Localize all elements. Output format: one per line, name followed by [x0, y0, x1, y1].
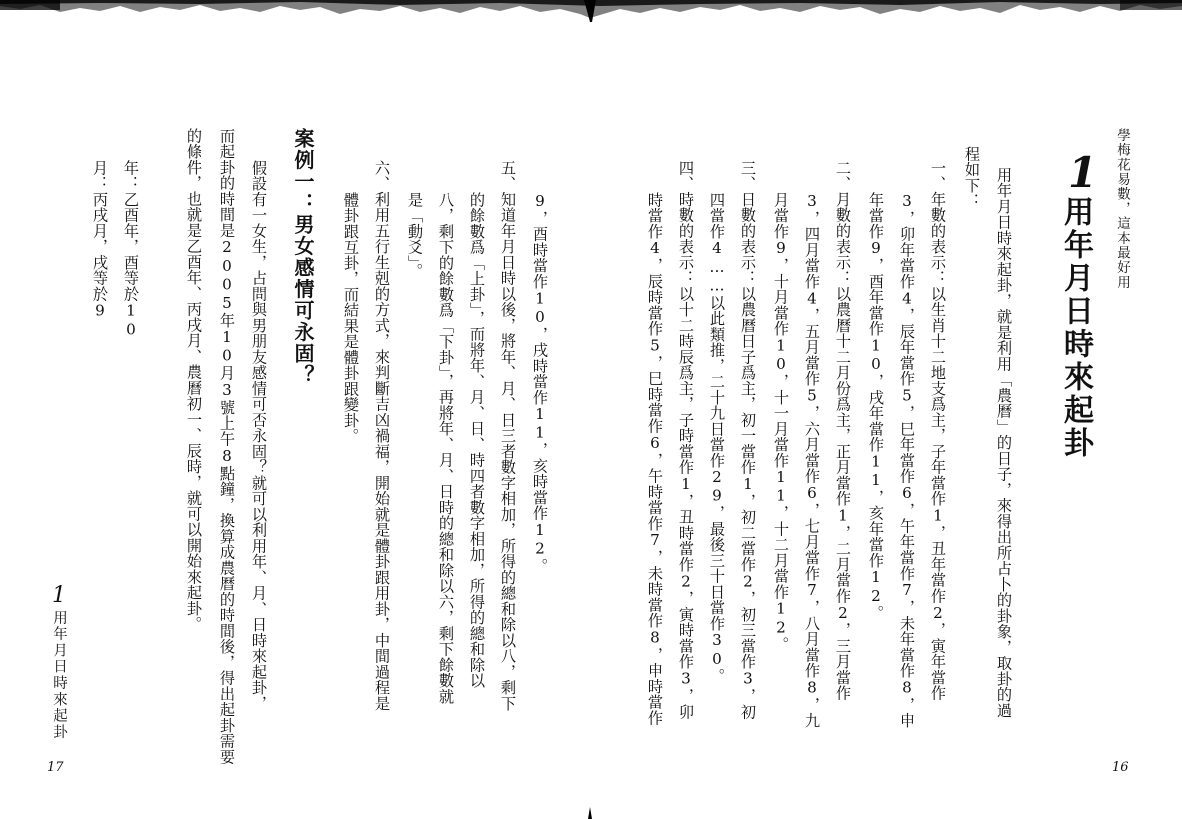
left-page-number: 17: [47, 760, 64, 775]
case-line: 假設有一女生，占問與男朋友感情可否永固？就可以利用年、月、日時來起卦，: [250, 160, 268, 712]
right-page-number: 16: [1112, 760, 1129, 775]
case-heading: 案例一：男女感情可永固？: [291, 128, 315, 386]
body-line: 3，卯年當作4，辰年當作5，巳年當作6，午年當作7，未年當作8，申: [898, 192, 916, 729]
body-line: 五、知道年月日時以後，將年、月、日三者數字相加，所得的總和除以八，剩下: [499, 160, 517, 712]
body-line: 三、日數的表示：以農曆日子爲主，初一當作1，初二當作2，初三當作3，初: [739, 160, 757, 720]
data-line-year: 年：乙酉年，酉等於10: [122, 160, 140, 339]
spine-shadow-bottom: [586, 807, 594, 819]
body-line: 3，四月當作4，五月當作5，六月當作6，七月當作7，八月當作8，九: [803, 192, 821, 729]
spine-shadow-top: [582, 0, 598, 22]
intro-line-2: 程如下：: [963, 146, 981, 209]
body-line: 9，酉時當作10，戌時當作11，亥時當作12。: [531, 192, 549, 574]
data-line-month: 月：丙戌月，戌等於9: [91, 160, 109, 321]
body-line: 月當作9，十月當作10，十一月當作11，十二月當作12。: [772, 192, 790, 653]
chapter-title: 用年月日時來起卦: [1058, 196, 1093, 460]
case-line: 的條件，也就是乙酉年、丙戌月、農曆初一、辰時，就可以開始來起卦。: [185, 128, 203, 632]
side-chapter-label: 用年月日時來起卦: [51, 610, 67, 741]
body-line: 二、月數的表示：以農曆十二月份爲主，正月當作1，二月當作2，三月當作: [834, 160, 852, 702]
running-head: 學梅花易數，這本最好用: [1114, 128, 1130, 290]
chapter-number: 1: [1068, 148, 1098, 197]
body-line: 四當作4……以此類推，二十九日當作29，最後三十日當作30。: [708, 192, 726, 685]
body-line: 時當作4，辰時當作5，巳時當作6，午時當作7，未時當作8，申時當作: [646, 192, 664, 726]
body-line: 四、時數的表示：以十二時辰爲主，子時當作1，丑時當作2，寅時當作3，卯: [677, 160, 695, 720]
body-line: 體卦跟互卦，而結果是體卦跟變卦。: [342, 192, 360, 444]
body-line: 八，剩下的餘數爲「下卦」，再將年、月、日時的總和除以六，剩下餘數就: [437, 192, 455, 705]
intro-line-1: 用年月日時來起卦，就是利用「農曆」的日子，來得出所占卜的卦象，取卦的過: [995, 167, 1013, 719]
body-line: 六、利用五行生剋的方式，來判斷吉凶禍福，開始就是體卦跟用卦，中間過程是: [373, 160, 391, 712]
case-line: 而起卦的時間是2005年10月3號上午8點鐘，換算成農曆的時間後，得出起卦需要: [218, 128, 236, 765]
body-line: 一、年數的表示：以生肖十二地支爲主，子年當作1，丑年當作2，寅年當作: [929, 160, 947, 702]
side-chapter-number: 1: [52, 583, 66, 608]
body-line: 年當作9，酉年當作10，戌年當作11，亥年當作12。: [867, 192, 885, 622]
body-line: 的餘數爲「上卦」，而將年、月、日、時四者數字相加，所得的總和除以: [468, 192, 486, 689]
body-line: 是「動爻」。: [406, 192, 424, 279]
